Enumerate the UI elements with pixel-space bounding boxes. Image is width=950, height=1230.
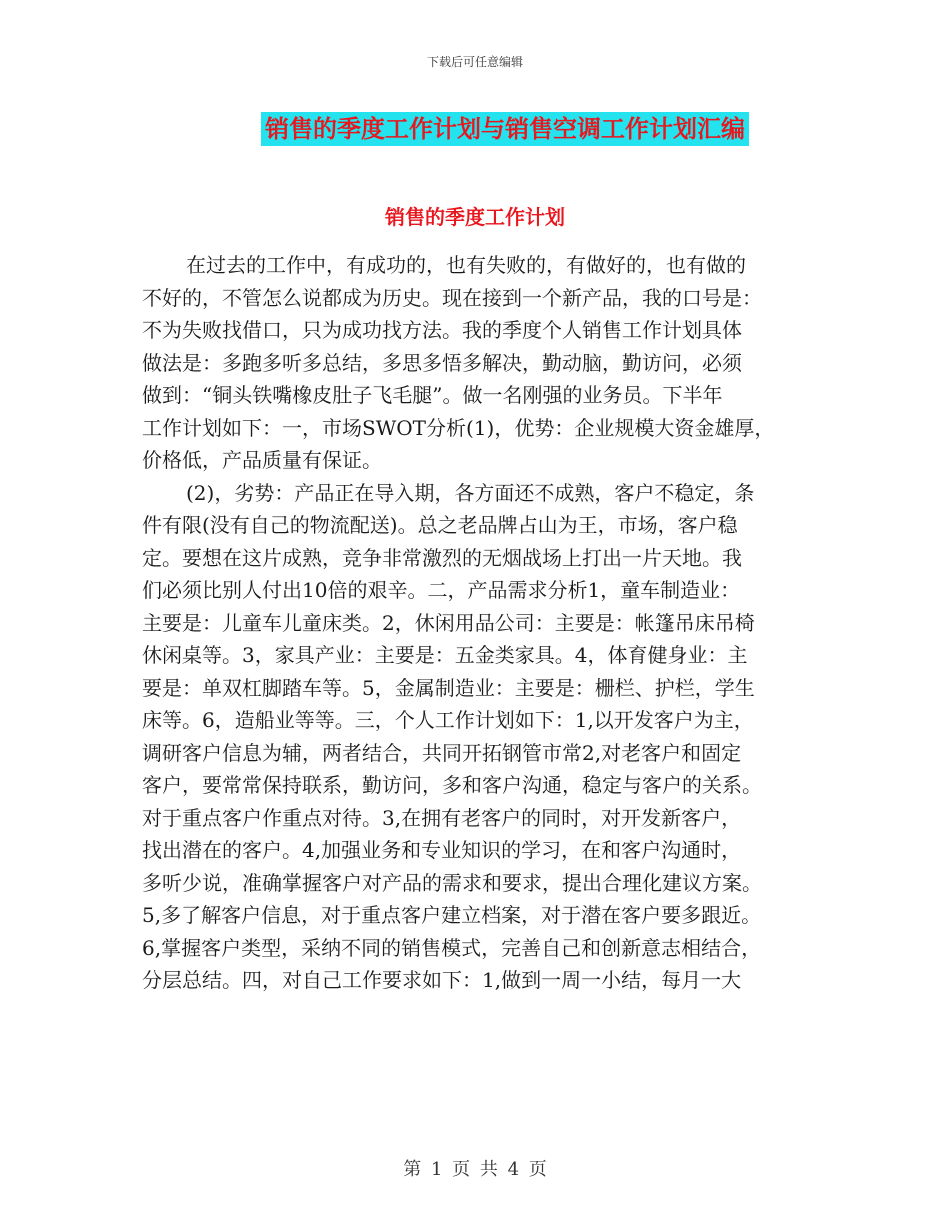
paragraph-line: (2)，劣势：产品正在导入期，各方面还不成熟，客户不稳定，条 bbox=[186, 480, 755, 505]
paragraph-line: 6,掌握客户类型，采纳不同的销售模式，完善自己和创新意志相结合， bbox=[142, 935, 762, 960]
paragraph-line: 多听少说，准确掌握客户对产品的需求和要求，提出合理化建议方案。 bbox=[142, 870, 762, 895]
section-title: 销售的季度工作计划 bbox=[385, 205, 565, 229]
paragraph-line: 不为失败找借口，只为成功找方法。我的季度个人销售工作计划具体 bbox=[142, 318, 742, 342]
paragraph-line: 分层总结。四，对自己工作要求如下：1,做到一周一小结，每月一大 bbox=[142, 968, 742, 992]
paragraph-line: 主要是：儿童车儿童床类。2，休闲用品公司：主要是：帐篷吊床吊椅 bbox=[142, 610, 755, 635]
paragraph-line: 件有限(没有自己的物流配送)。总之老品牌占山为王，市场，客户稳 bbox=[142, 513, 738, 537]
paragraph-line: 定。要想在这片成熟，竞争非常激烈的无烟战场上打出一片天地。我 bbox=[142, 545, 742, 570]
paragraph-line: 价格低，产品质量有保证。 bbox=[142, 448, 382, 472]
paragraph-line: 5,多了解客户信息，对于重点客户建立档案，对于潜在客户要多跟近。 bbox=[142, 903, 762, 927]
page-number-footer: 第 1 页 共 4 页 bbox=[403, 1159, 547, 1180]
paragraph-line: 们必须比别人付出10倍的艰辛。二，产品需求分析1，童车制造业： bbox=[142, 578, 741, 602]
paragraph-line: 要是：单双杠脚踏车等。5，金属制造业：主要是：栅栏、护栏，学生 bbox=[142, 675, 755, 700]
paragraph-line: 工作计划如下：一，市场SWOT分析(1)，优势：企业规模大资金雄厚， bbox=[142, 415, 775, 440]
page-header-note: 下载后可任意编辑 bbox=[426, 55, 523, 69]
paragraph-line: 找出潜在的客户。4,加强业务和专业知识的学习，在和客户沟通时， bbox=[142, 838, 742, 862]
body-text bbox=[142, 249, 814, 997]
paragraph-line: 对于重点客户作重点对待。3,在拥有老客户的同时，对开发新客户， bbox=[142, 805, 742, 830]
paragraph-line: 在过去的工作中，有成功的，也有失败的，有做好的，也有做的 bbox=[186, 253, 746, 277]
paragraph-line: 客户，要常常保持联系，勤访问，多和客户沟通，稳定与客户的关系。 bbox=[142, 773, 762, 797]
paragraph-line: 调研客户信息为辅，两者结合，共同开拓钢管市常2,对老客户和固定 bbox=[142, 740, 742, 765]
document-title-wrap bbox=[0, 112, 950, 146]
paragraph-line: 不好的，不管怎么说都成为历史。现在接到一个新产品，我的口号是： bbox=[142, 285, 762, 310]
document-title: 销售的季度工作计划与销售空调工作计划汇编 bbox=[261, 112, 749, 146]
paragraph-line: 做法是：多跑多听多总结，多思多悟多解决，勤动脑，勤访问，必须 bbox=[142, 350, 742, 375]
paragraph-line: 床等。6，造船业等等。三，个人工作计划如下：1,以开发客户为主， bbox=[142, 708, 754, 732]
paragraph-line: 做到：“铜头铁嘴橡皮肚子飞毛腿”。做一名刚强的业务员。下半年 bbox=[142, 383, 723, 407]
paragraph-line: 休闲桌等。3，家具产业：主要是：五金类家具。4，体育健身业：主 bbox=[142, 643, 748, 667]
